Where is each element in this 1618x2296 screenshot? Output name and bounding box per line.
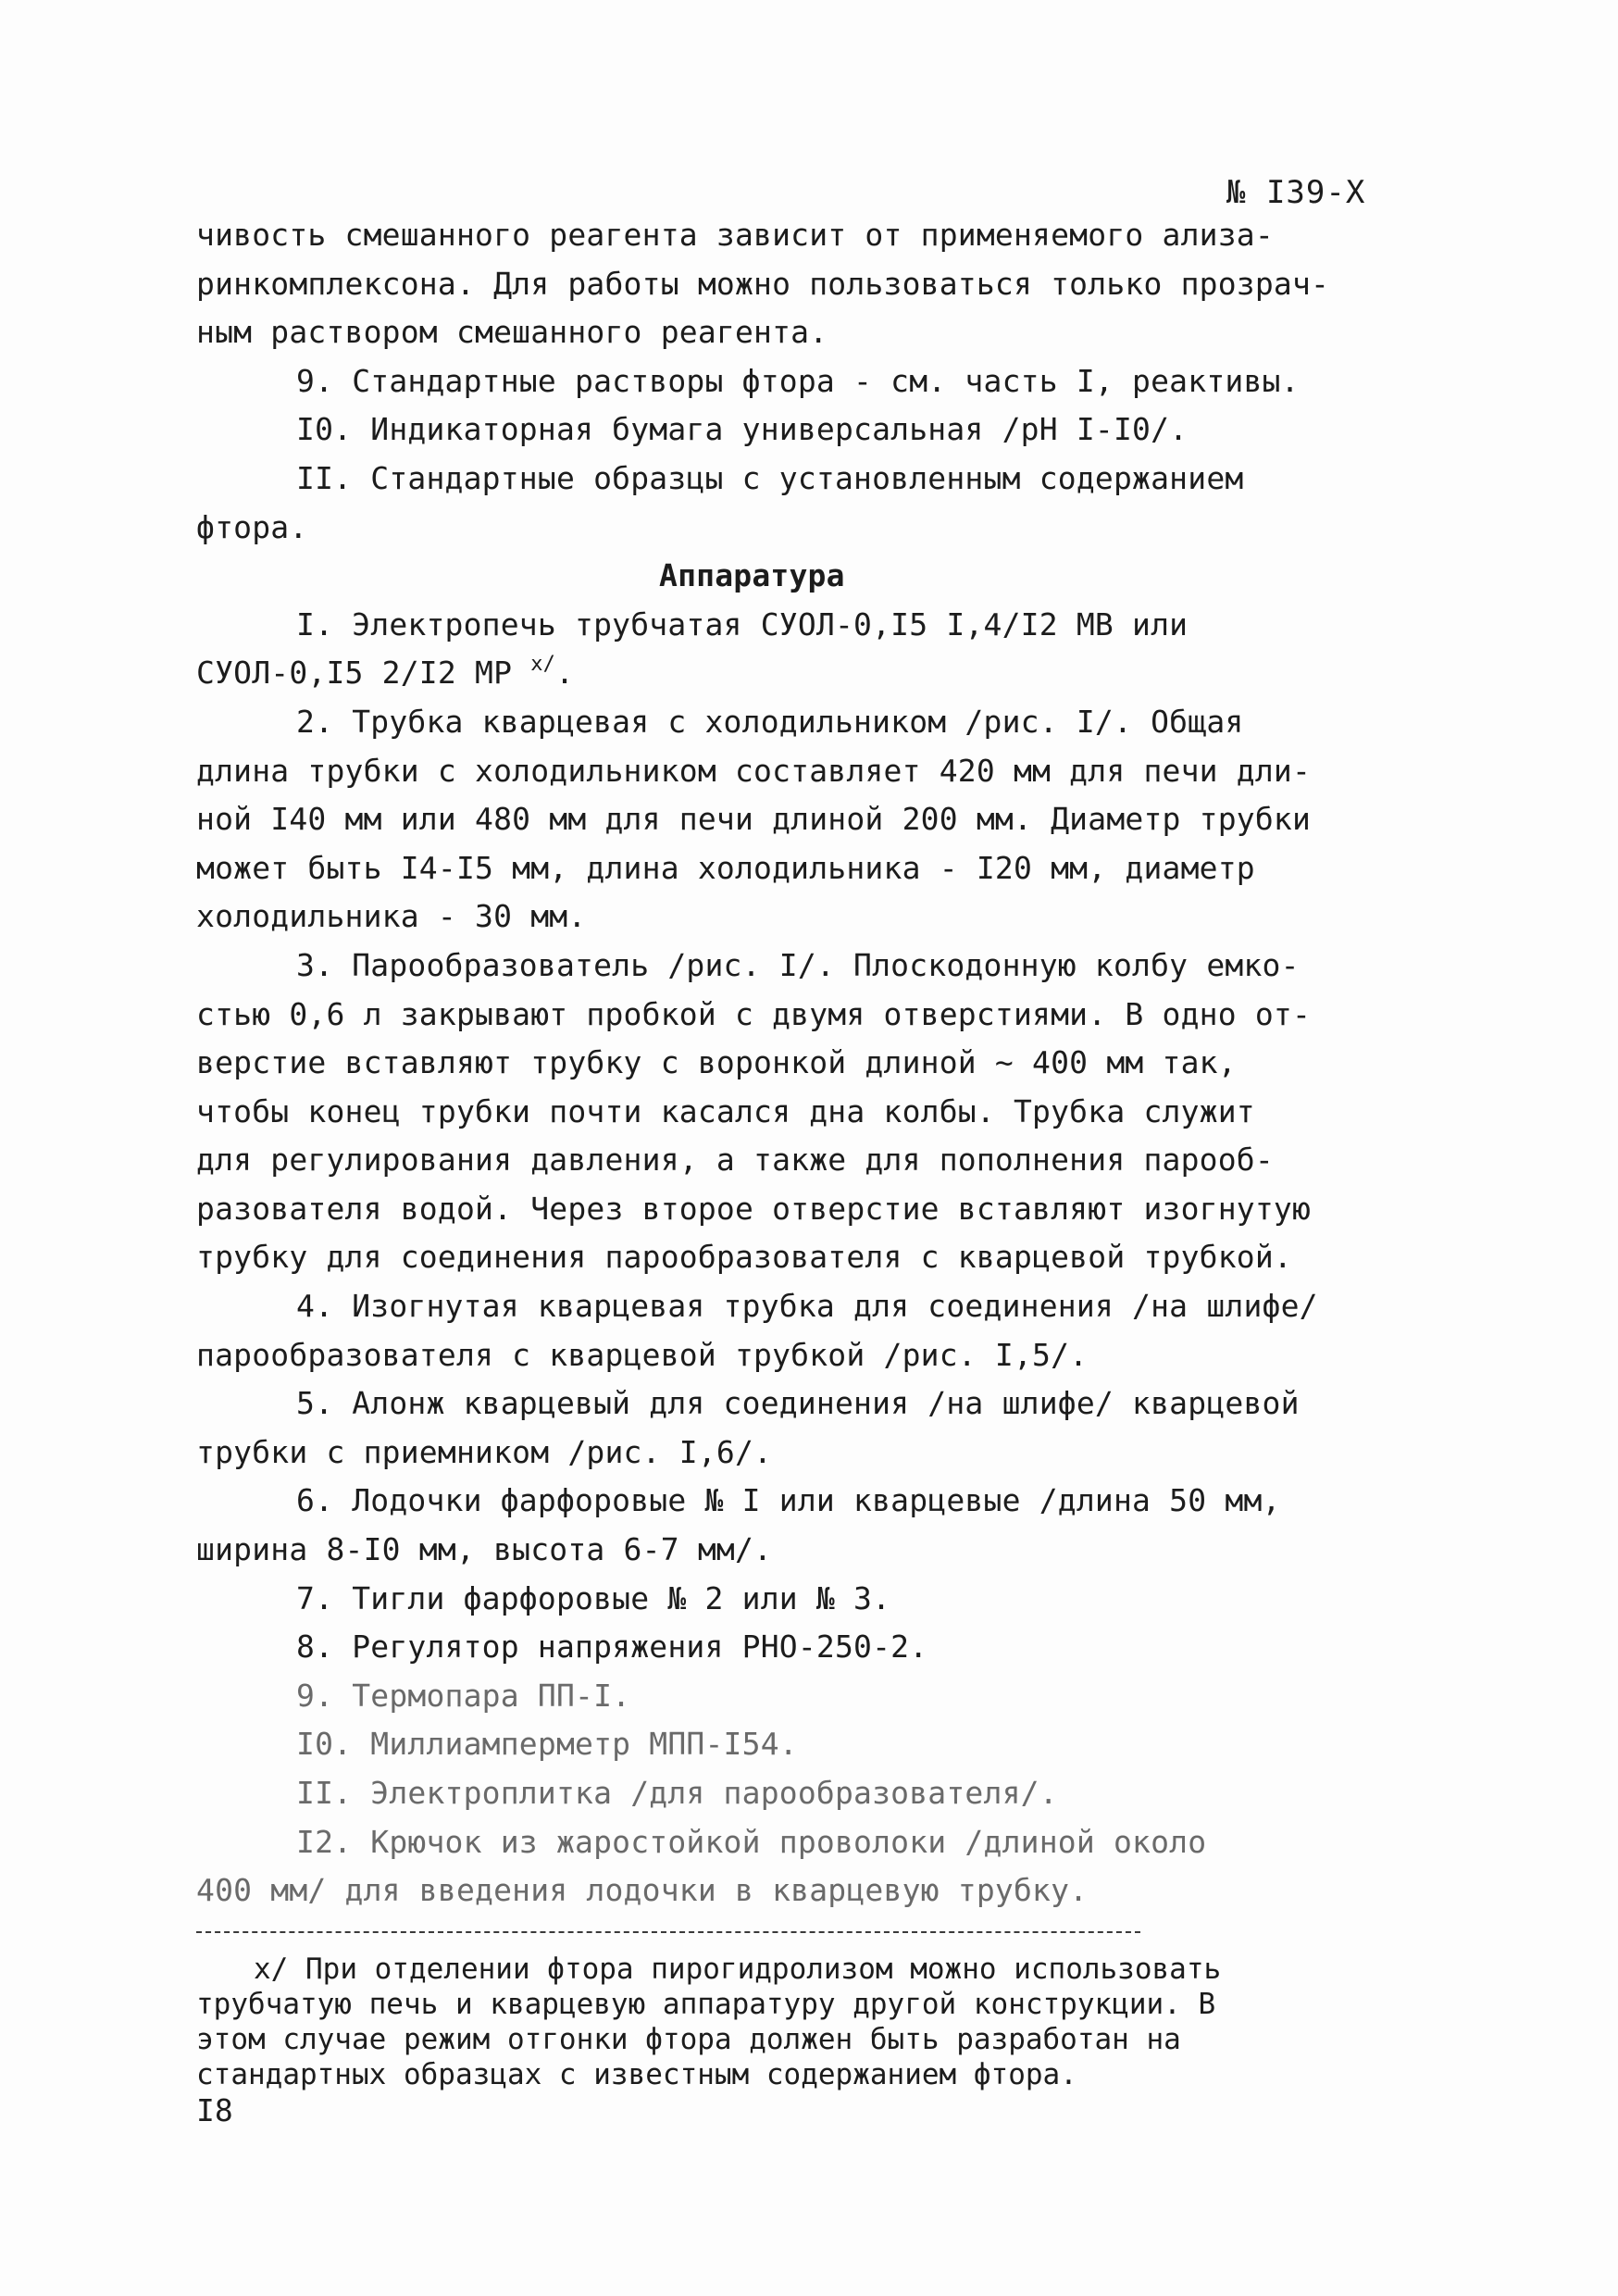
text-line: парообразователя с кварцевой трубкой /рис. I,5/. [196,1336,1089,1373]
reagent-item-9: 9. Стандартные растворы фтора - см. часть I, реактивы. [296,362,1300,399]
section-heading-apparatus: Аппаратура [659,557,845,594]
apparatus-item-12: I2. Крючок из жаростойкой проволоки /длиной около [296,1823,1207,1860]
apparatus-item-3: 3. Парообразователь /рис. I/. Плоскодонную колбу емко- [296,946,1300,983]
text-line: разователя водой. Через второе отверстие вставляют изогнутую [196,1190,1312,1227]
text-line: стью 0,6 л закрывают пробкой с двумя отверстиями. В одно от- [196,995,1312,1032]
body-text [196,211,1427,1915]
text-line: для регулирования давления, а также для пополнения парооб- [196,1142,1274,1179]
text-line: может быть I4-I5 мм, длина холодильника - I20 мм, диаметр [196,849,1255,886]
apparatus-item-7: 7. Тигли фарфоровые № 2 или № 3. [296,1579,891,1616]
apparatus-item-2: 2. Трубка кварцевая с холодильником /рис. I/. Общая [296,703,1244,740]
footnote-line: трубчатую печь и кварцевую аппаратуру другой конструкции. В [196,1988,1216,2021]
apparatus-item-10: I0. Миллиамперметр МПП-I54. [296,1726,798,1763]
text-line: 400 мм/ для введения лодочки в кварцевую трубку. [196,1872,1089,1909]
text-line: ринкомплексона. Для работы можно пользоваться только прозрач- [196,265,1330,302]
reagent-item-11: II. Стандартные образцы с установленным содержанием [296,459,1244,496]
footnote-line: х/ При отделении фтора пирогидролизом можно использовать [254,1953,1222,1986]
text-line: трубки с приемником /рис. I,6/. [196,1433,773,1470]
apparatus-item-1: I. Электропечь трубчатая СУОЛ-0,I5 I,4/I2 МВ или [296,605,1189,643]
apparatus-item-6: 6. Лодочки фарфоровые № I или кварцевые /длина 50 мм, [296,1482,1281,1519]
footnote-line: стандартных образцах с известным содержанием фтора. [196,2058,1077,2091]
text-line: фтора. [196,508,308,545]
text-line [196,649,1427,698]
footnote [196,1952,1427,2092]
text-line: чтобы конец трубки почти касался дна колбы. Трубка служит [196,1092,1255,1129]
apparatus-item-11: II. Электроплитка /для парообразователя/. [296,1775,1058,1811]
document-number: № I39-Х [1226,174,1366,211]
text-line: ной I40 мм или 480 мм для печи длиной 200 мм. Диаметр трубки [196,801,1312,838]
text-line: ширина 8-I0 мм, высота 6-7 мм/. [196,1531,773,1568]
text-line-part: СУОЛ-0,I5 2/I2 МР [196,655,513,692]
apparatus-item-8: 8. Регулятор напряжения РНО-250-2. [296,1628,928,1666]
page-number: I8 [196,2092,233,2128]
text-line: чивость смешанного реагента зависит от применяемого ализа- [196,217,1274,253]
text-line: длина трубки с холодильником составляет 420 мм для печи дли- [196,752,1312,789]
footnote-line: этом случае режим отгонки фтора должен быть разработан на [196,2023,1181,2056]
apparatus-item-4: 4. Изогнутая кварцевая трубка для соединения /на шлифе/ [296,1288,1318,1325]
apparatus-item-5: 5. Алонж кварцевый для соединения /на шлифе/ кварцевой [296,1385,1300,1422]
text-line: ным раствором смешанного реагента. [196,314,828,351]
reagent-item-10: I0. Индикаторная бумага универсальная /рН I-I0/. [296,411,1189,448]
line-end-period: . [555,655,575,692]
apparatus-item-9: 9. Термопара ПП-I. [296,1677,631,1714]
text-line: холодильника - 30 мм. [196,898,587,935]
text-line: верстие вставляют трубку с воронкой длиной ~ 400 мм так, [196,1044,1237,1081]
text-line: трубку для соединения парообразователя с кварцевой трубкой. [196,1239,1292,1276]
footnote-marker: х/ [530,653,556,677]
footnote-divider [196,1931,1140,1933]
